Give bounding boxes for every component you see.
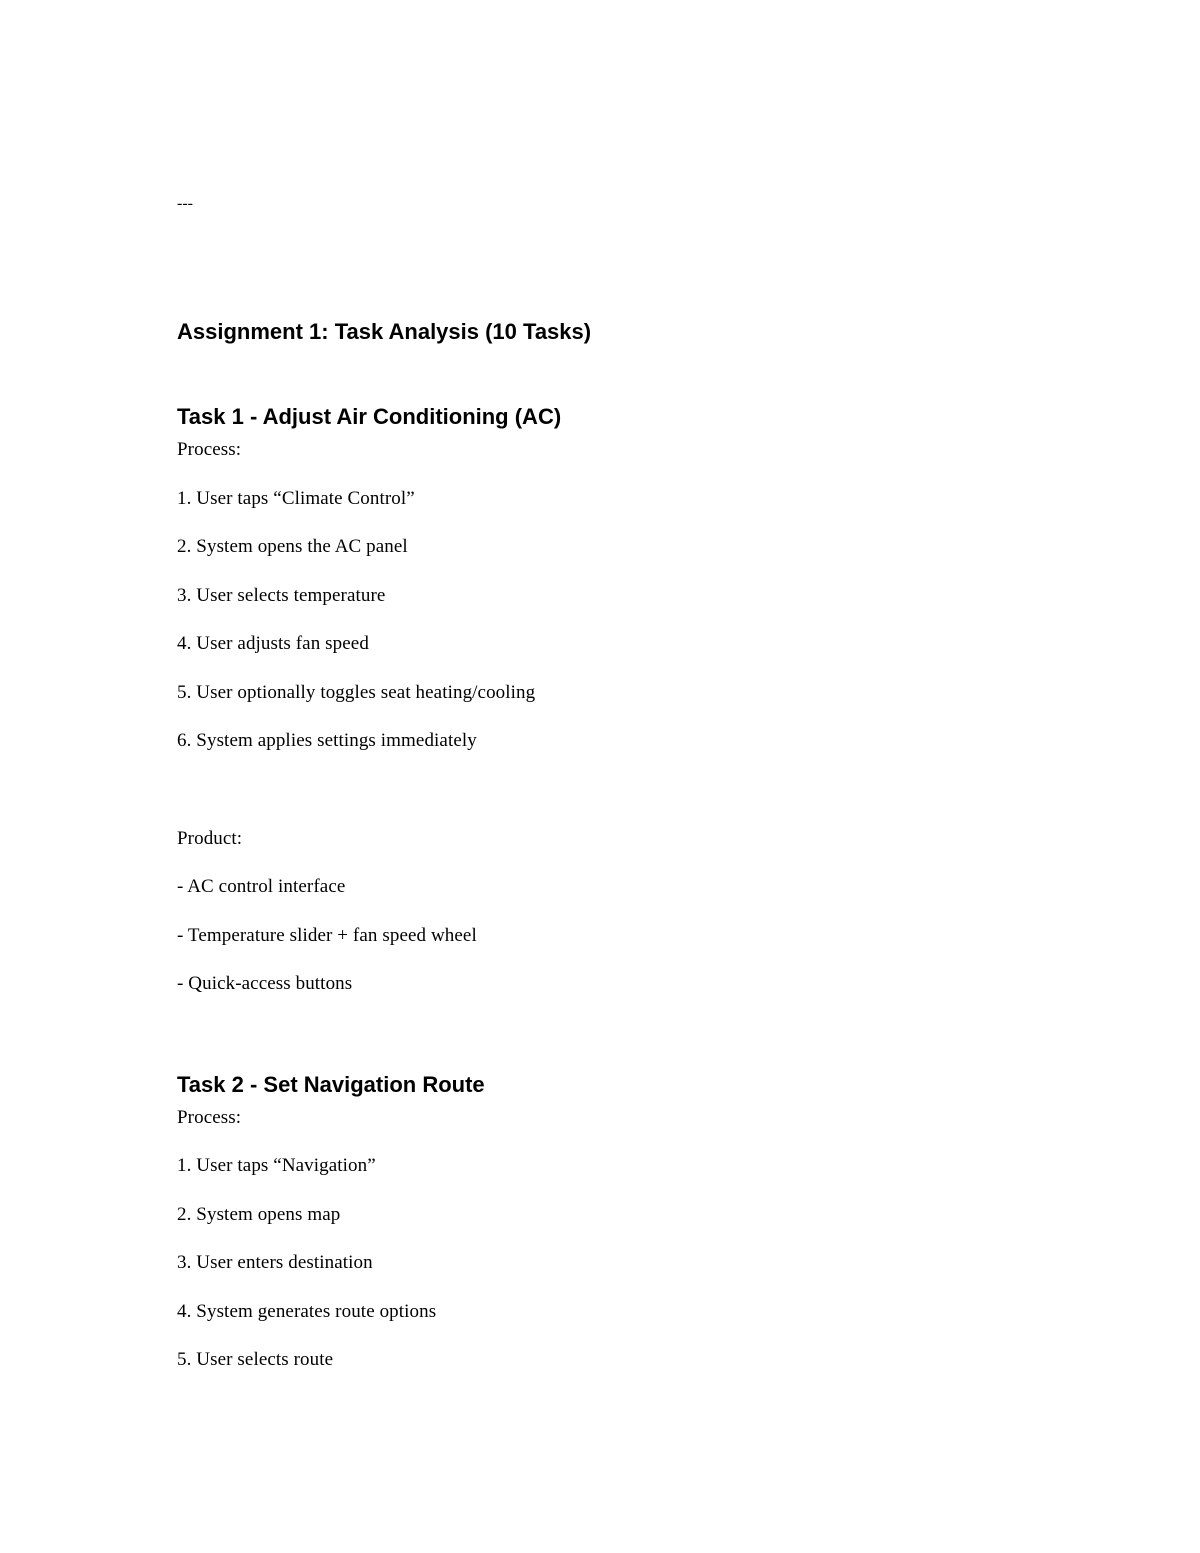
task-2-step-5: 5. User selects route — [177, 1349, 334, 1370]
assignment-title: Assignment 1: Task Analysis (10 Tasks) — [177, 319, 592, 344]
task-1-step-1: 1. User taps “Climate Control” — [177, 488, 415, 509]
task-2-heading: Task 2 - Set Navigation Route — [177, 1072, 485, 1097]
task-2-process-label: Process: — [177, 1107, 242, 1128]
task-1-step-3: 3. User selects temperature — [177, 585, 386, 606]
task-2-step-1: 1. User taps “Navigation” — [177, 1155, 376, 1176]
task-2-step-4: 4. System generates route options — [177, 1301, 437, 1322]
task-1-heading: Task 1 - Adjust Air Conditioning (AC) — [177, 404, 562, 429]
task-2-step-3: 3. User enters destination — [177, 1252, 373, 1273]
task-1-product-label: Product: — [177, 828, 243, 849]
task-2-step-2: 2. System opens map — [177, 1204, 341, 1225]
task-1-step-4: 4. User adjusts fan speed — [177, 633, 369, 654]
task-1-step-2: 2. System opens the AC panel — [177, 536, 408, 557]
separator-line: --- — [177, 195, 193, 212]
task-1-step-6: 6. System applies settings immediately — [177, 730, 477, 751]
task-1-product-item-3: - Quick-access buttons — [177, 973, 353, 994]
task-1-process-label: Process: — [177, 439, 242, 460]
task-1-product-item-2: - Temperature slider + fan speed wheel — [177, 925, 477, 946]
task-1-step-5: 5. User optionally toggles seat heating/cooling — [177, 682, 536, 703]
task-1-product-item-1: - AC control interface — [177, 876, 346, 897]
